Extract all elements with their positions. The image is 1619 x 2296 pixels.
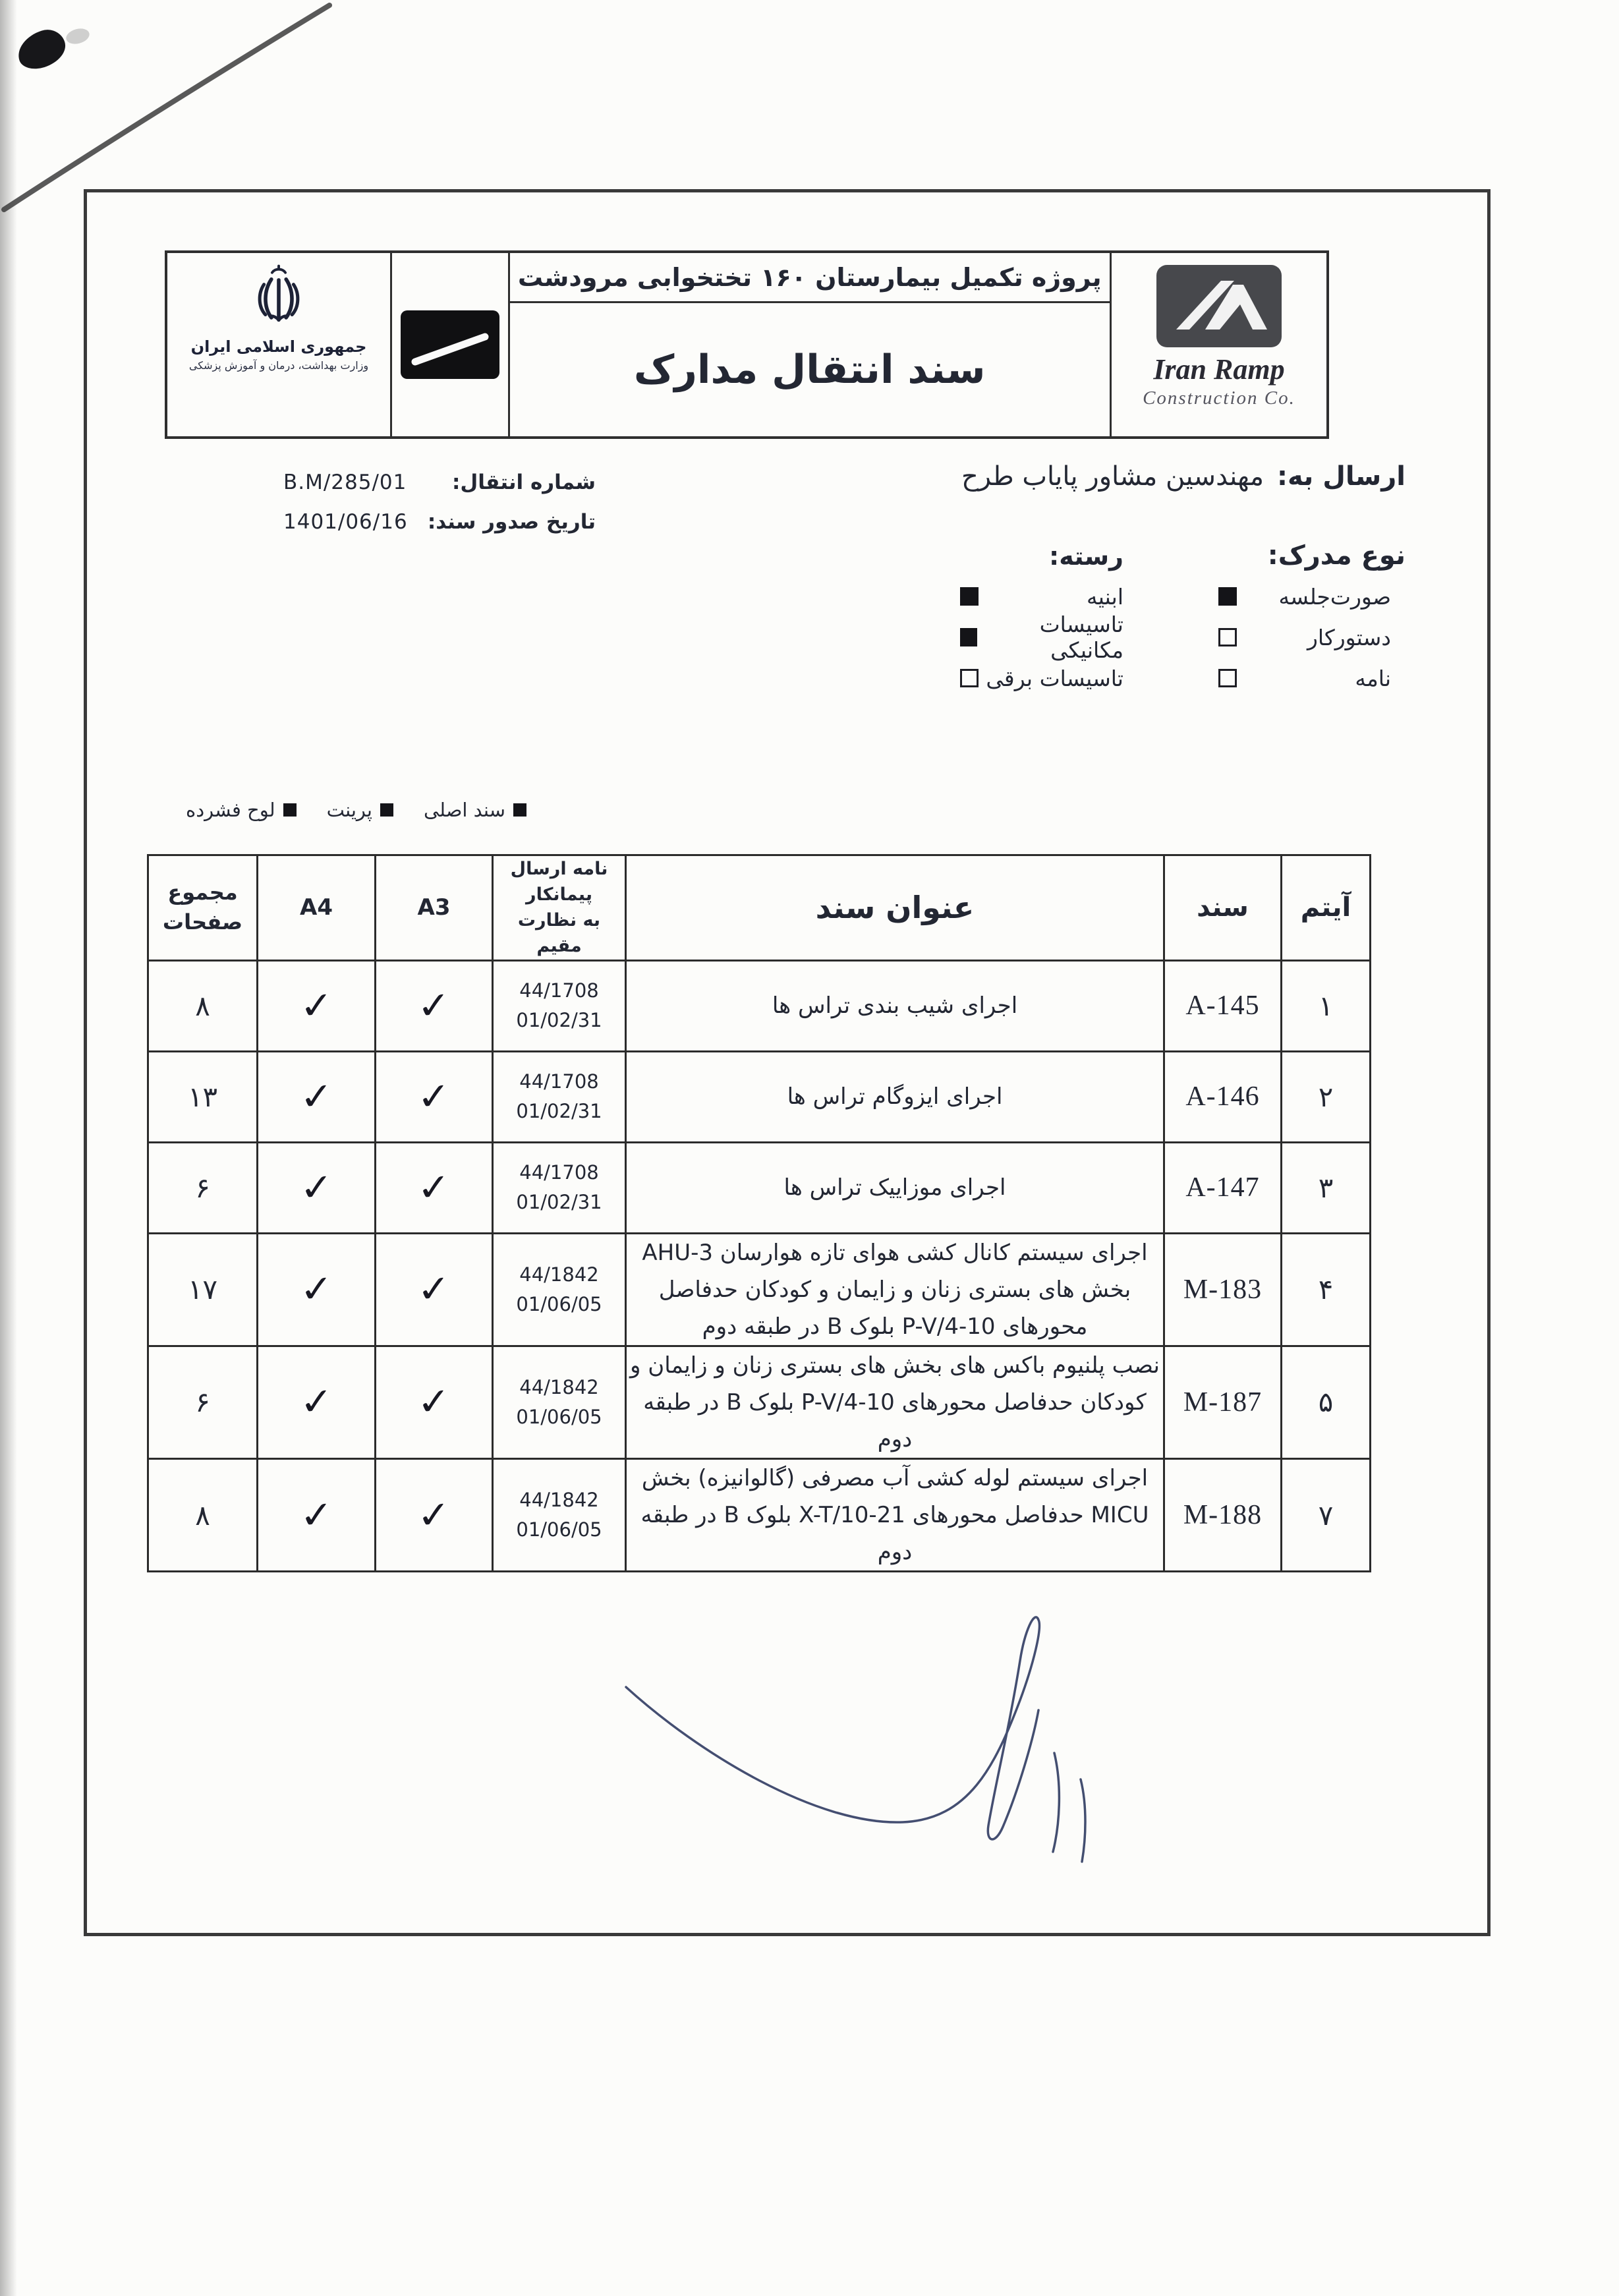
doc-type-option-workorder xyxy=(1218,626,1391,648)
media-option-cd xyxy=(186,799,297,821)
letter-date: 01/06/05 xyxy=(516,1518,602,1541)
letter-number: 44/1708 xyxy=(519,1070,599,1093)
letter-date: 01/02/31 xyxy=(516,1191,602,1214)
doc-code-cell: A-146 xyxy=(1164,1051,1282,1142)
signature xyxy=(593,1568,1160,1885)
table-header-row xyxy=(148,855,1371,961)
doc-type-option-minutes xyxy=(1218,585,1391,608)
check-icon: ✓ xyxy=(415,983,453,1029)
emblem-caption: جمهوری اسلامی ایران xyxy=(190,337,367,356)
option-label: سند اصلی xyxy=(423,799,505,821)
letter-number: 44/1842 xyxy=(519,1376,599,1399)
item-cell: ۷ xyxy=(1282,1459,1371,1572)
option-label: تاسیسات برقی xyxy=(986,665,1123,691)
a3-check-cell xyxy=(376,1459,493,1572)
doc-code-cell: M-183 xyxy=(1164,1233,1282,1346)
letter-number: 44/1708 xyxy=(519,979,599,1002)
column-header-a3: A3 xyxy=(376,855,493,961)
column-header-letter xyxy=(493,855,626,961)
checkbox-icon xyxy=(1218,628,1237,646)
doc-type-option-letter xyxy=(1218,667,1391,689)
issue-date-row xyxy=(283,510,596,534)
check-icon: ✓ xyxy=(415,1267,453,1312)
total-pages-cell: ۶ xyxy=(148,1142,258,1233)
title-cell: اجرای موزاییک تراس ها xyxy=(626,1142,1164,1233)
total-pages-cell: ۸ xyxy=(148,960,258,1051)
doc-type-options xyxy=(1218,585,1391,689)
category-label: رسته: xyxy=(1049,542,1123,571)
a4-check-cell xyxy=(258,1051,376,1142)
table-row xyxy=(148,1142,1371,1233)
item-cell: ۴ xyxy=(1282,1233,1371,1346)
letter-number: 44/1708 xyxy=(519,1161,599,1184)
option-label: ابنیه xyxy=(1087,583,1123,610)
letter-cell xyxy=(493,1233,626,1346)
a4-check-cell xyxy=(258,1142,376,1233)
table-row xyxy=(148,960,1371,1051)
category-option-mechanical xyxy=(960,612,1123,663)
company-name: Iran Ramp xyxy=(1153,353,1285,386)
checkbox-icon xyxy=(513,803,526,817)
check-icon: ✓ xyxy=(415,1493,453,1538)
title-cell: نصب پلنیوم باکس های بخش های بستری زنان و زایمان و کودکان حدفاصل محورهای P-V/4-10 بلوک B در طبقه دوم xyxy=(626,1346,1164,1458)
letter-cell xyxy=(493,960,626,1051)
letter-date: 01/02/31 xyxy=(516,1009,602,1032)
check-icon: ✓ xyxy=(415,1379,453,1425)
table-row xyxy=(148,1459,1371,1572)
option-label: صورت‌جلسه xyxy=(1278,583,1391,610)
project-title: پروژه تکمیل بیمارستان ۱۶۰ تختخوابی مرودشت xyxy=(510,253,1110,303)
black-slash-logo-icon xyxy=(401,310,499,379)
total-pages-cell: ۱۳ xyxy=(148,1051,258,1142)
column-header-total xyxy=(148,855,258,961)
send-to-label: ارسال به: xyxy=(1277,461,1406,492)
column-header-letter-line1: نامه ارسال پیمانکار xyxy=(510,859,608,905)
a3-check-cell xyxy=(376,960,493,1051)
item-cell: ۲ xyxy=(1282,1051,1371,1142)
item-cell: ۵ xyxy=(1282,1346,1371,1458)
doc-type-label: نوع مدرک: xyxy=(1267,540,1406,571)
letter-date: 01/06/05 xyxy=(516,1292,602,1315)
a4-check-cell xyxy=(258,1233,376,1346)
send-to-line xyxy=(961,461,1406,492)
category-options xyxy=(960,585,1123,689)
ministry-emblem-cell xyxy=(167,253,392,436)
a3-check-cell xyxy=(376,1051,493,1142)
a3-check-cell xyxy=(376,1233,493,1346)
check-icon: ✓ xyxy=(297,1267,335,1312)
total-pages-cell: ۶ xyxy=(148,1346,258,1458)
company-subtitle: Construction Co. xyxy=(1143,387,1295,409)
checkbox-icon xyxy=(1218,669,1237,687)
media-option-print xyxy=(327,799,393,821)
iran-ramp-logo-icon xyxy=(1156,265,1282,347)
letter-cell xyxy=(493,1142,626,1233)
column-header-a4: A4 xyxy=(258,855,376,961)
option-label: دستورکار xyxy=(1307,624,1391,650)
media-options xyxy=(186,799,526,821)
check-icon: ✓ xyxy=(297,1164,335,1211)
letter-number: 44/1842 xyxy=(519,1263,599,1286)
option-label: پرینت xyxy=(326,799,372,821)
checkbox-icon xyxy=(380,803,393,817)
item-cell: ۳ xyxy=(1282,1142,1371,1233)
column-header-title: عنوان سند xyxy=(626,855,1164,961)
column-header-doc: سند xyxy=(1164,855,1282,961)
option-label: تاسیسات مکانیکی xyxy=(1039,612,1123,663)
iran-emblem-icon xyxy=(239,262,318,336)
doc-code-cell: M-188 xyxy=(1164,1459,1282,1572)
header-table xyxy=(165,250,1329,439)
table-row xyxy=(148,1233,1371,1346)
transfer-number-row xyxy=(283,471,596,494)
documents-table xyxy=(147,854,1371,1572)
document-title: سند انتقال مدارک xyxy=(633,347,986,393)
letter-cell xyxy=(493,1346,626,1458)
doc-code-cell: A-147 xyxy=(1164,1142,1282,1233)
title-cell: اجرای سیستم کانال کشی هوای تازه هوارسان AHU-3 بخش های بستری زنان و زایمان و کودکان حدفاصل محورهای P-V/4-10 بلوک B در طبقه دوم xyxy=(626,1233,1164,1346)
media-option-original xyxy=(424,799,526,821)
ministry-caption: وزارت بهداشت، درمان و آموزش پزشکی xyxy=(188,359,369,372)
check-icon: ✓ xyxy=(415,1164,453,1211)
a3-check-cell xyxy=(376,1346,493,1458)
title-cell: اجرای سیستم لوله کشی آب مصرفی (گالوانیزه) بخش MICU حدفاصل محورهای X-T/10-21 بلوک B در طبقه دوم xyxy=(626,1459,1164,1572)
checkbox-icon xyxy=(283,803,297,817)
a4-check-cell xyxy=(258,1459,376,1572)
check-icon: ✓ xyxy=(297,1493,335,1538)
transfer-number-label: شماره انتقال: xyxy=(451,471,596,494)
a4-check-cell xyxy=(258,960,376,1051)
title-cell xyxy=(510,253,1112,436)
check-icon: ✓ xyxy=(297,1074,335,1120)
total-pages-cell: ۸ xyxy=(148,1459,258,1572)
check-icon: ✓ xyxy=(297,983,335,1029)
option-label: نامه xyxy=(1355,665,1391,691)
column-header-item: آیتم xyxy=(1282,855,1371,961)
doc-code-cell: M-187 xyxy=(1164,1346,1282,1458)
issue-date-value: 1401/06/16 xyxy=(283,510,408,534)
total-pages-cell: ۱۷ xyxy=(148,1233,258,1346)
title-cell: اجرای ایزوگام تراس ها xyxy=(626,1051,1164,1142)
column-header-letter-line2: به نظارت مقیم xyxy=(517,910,601,957)
letter-date: 01/06/05 xyxy=(516,1405,602,1428)
letter-number: 44/1842 xyxy=(519,1489,599,1512)
issue-date-label: تاریخ صدور سند: xyxy=(427,510,596,534)
company-logo-cell xyxy=(1112,253,1326,436)
checkbox-icon xyxy=(960,669,979,687)
checkbox-icon xyxy=(960,628,977,646)
a3-check-cell xyxy=(376,1142,493,1233)
column-header-total-line1: مجموع xyxy=(167,880,238,905)
transfer-meta-block xyxy=(283,471,596,534)
checkbox-icon xyxy=(1218,587,1237,606)
scan-edge-shadow xyxy=(0,0,17,2296)
a4-check-cell xyxy=(258,1346,376,1458)
letter-cell xyxy=(493,1051,626,1142)
column-header-total-line2: صفحات xyxy=(162,909,243,935)
table-row xyxy=(148,1051,1371,1142)
letter-date: 01/02/31 xyxy=(516,1100,602,1123)
letter-cell xyxy=(493,1459,626,1572)
category-option-electrical xyxy=(960,667,1123,689)
checkbox-icon xyxy=(960,587,979,606)
category-option-building xyxy=(960,585,1123,608)
item-cell: ۱ xyxy=(1282,960,1371,1051)
send-to-value: مهندسین مشاور پایاب طرح xyxy=(961,461,1264,492)
check-icon: ✓ xyxy=(415,1074,453,1120)
check-icon: ✓ xyxy=(297,1379,335,1425)
transfer-number-value: B.M/285/01 xyxy=(283,471,407,494)
title-cell: اجرای شیب بندی تراس ها xyxy=(626,960,1164,1051)
table-row xyxy=(148,1346,1371,1458)
option-label: لوح فشرده xyxy=(186,799,275,821)
secondary-logo-cell xyxy=(392,253,510,436)
doc-code-cell: A-145 xyxy=(1164,960,1282,1051)
